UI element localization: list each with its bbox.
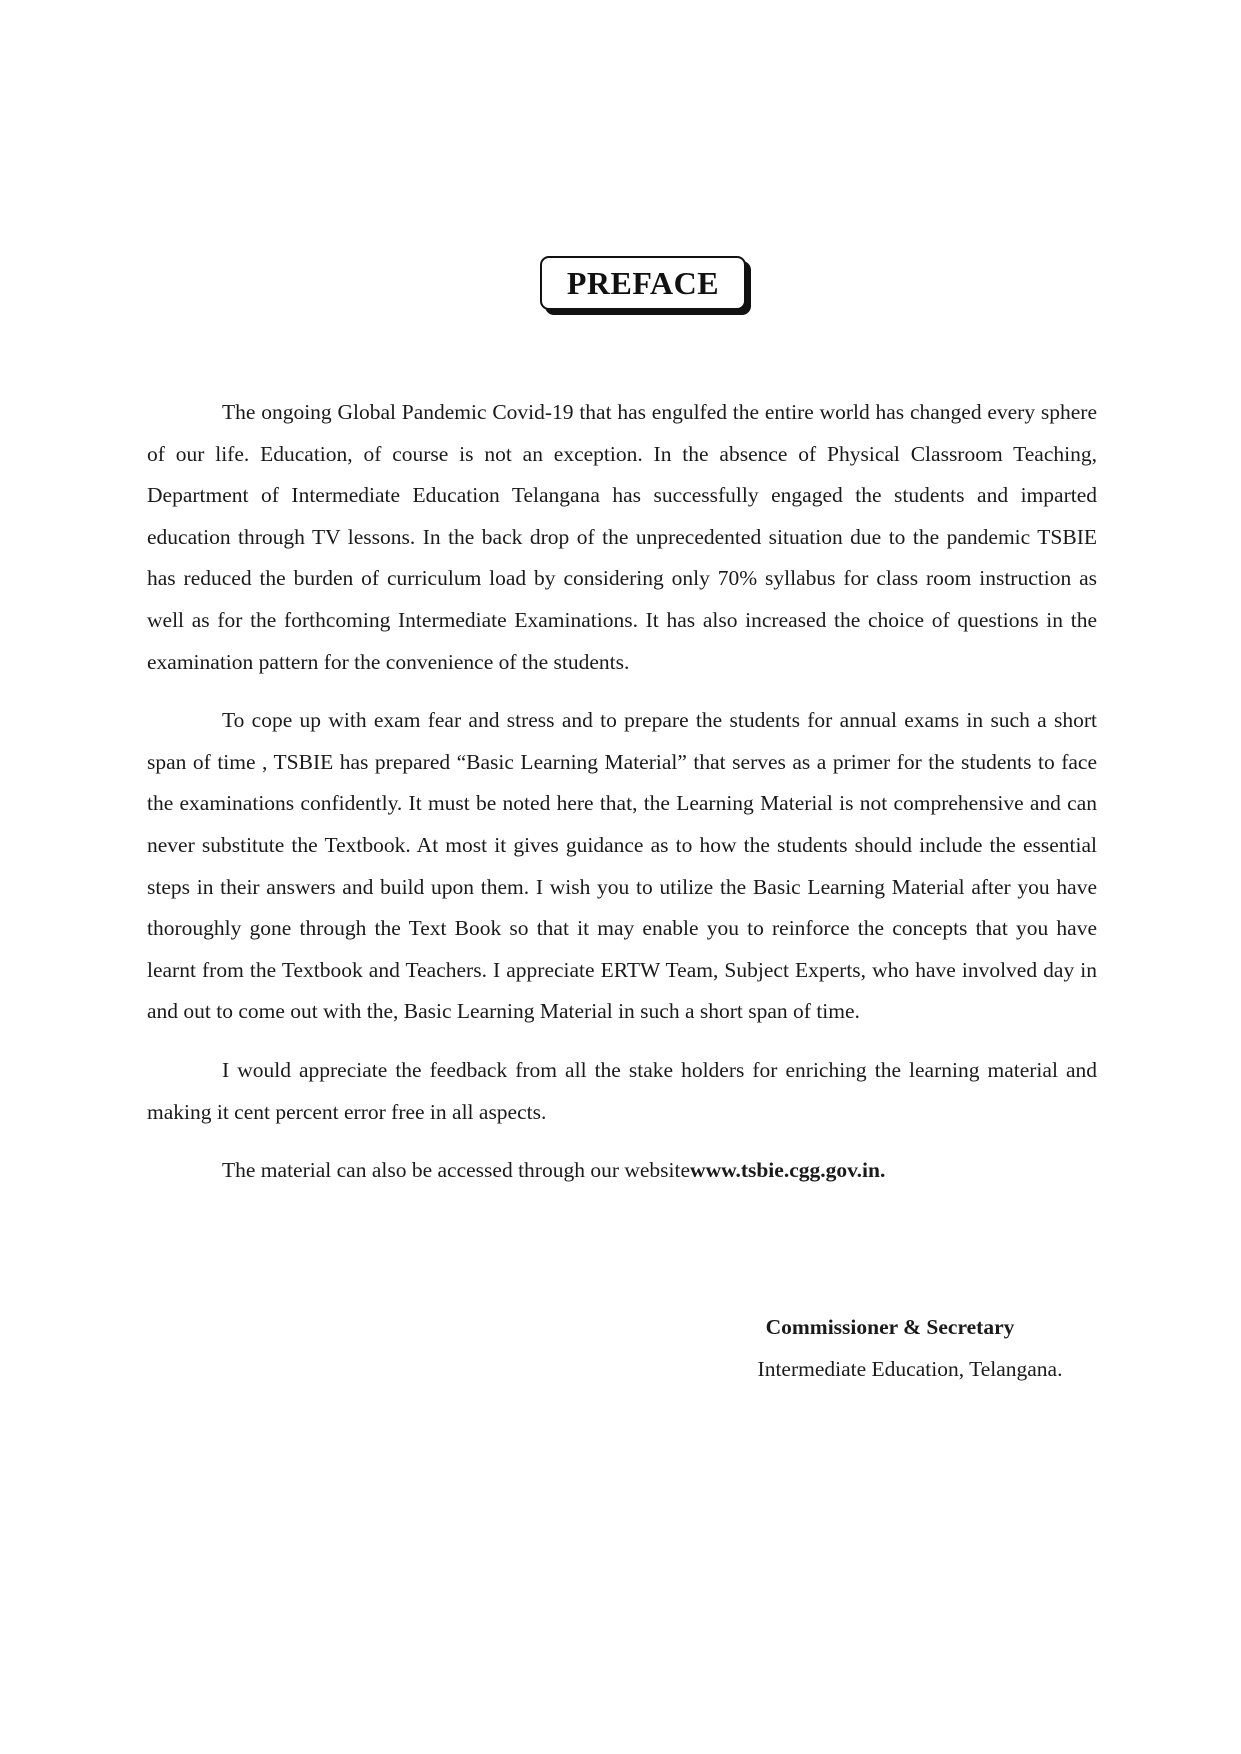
paragraph-1: The ongoing Global Pandemic Covid-19 that has engulfed the entire world has changed every sphere of our life. Education, of course is not an exception. In the absence of Physical Classroom Teaching, Department of Intermediate Education Telangana has successfully engaged the students and imparted education through TV lessons. In the back drop of the unprecedented situation due to the pandemic TSBIE has reduced the burden of curriculum load by considering only 70% syllabus for class room instruction as well as for the forthcoming Intermediate Examinations. It has also increased the choice of questions in the examination pattern for the convenience of the students.	[147, 400, 1097, 674]
preface-body	[147, 392, 1097, 1209]
page-title: PREFACE	[566, 264, 720, 301]
signatory-title: Commissioner & Secretary	[765, 1315, 1015, 1339]
signatory-organization: Intermediate Education, Telangana.	[757, 1357, 1063, 1381]
signature-block	[700, 1306, 1120, 1390]
website-prefix: The material can also be accessed through our website	[222, 1158, 691, 1183]
paragraph-3: I would appreciate the feedback from all the stake holders for enriching the learning material and making it cent percent error free in all aspects.	[147, 1057, 1097, 1124]
title-box	[540, 256, 746, 310]
website-link[interactable]: www.tsbie.cgg.gov.in.	[690, 1158, 886, 1183]
website-paragraph	[147, 1150, 1097, 1192]
paragraph-2: To cope up with exam fear and stress and to prepare the students for annual exams in such a short span of time , TSBIE has prepared “Basic Learning Material” that serves as a primer for the students to face the examinations confidently. It must be noted here that, the Learning Material is not comprehensive and can never substitute the Textbook. At most it gives guidance as to how the students should include the essential steps in their answers and build upon them. I wish you to utilize the Basic Learning Material after you have thoroughly gone through the Text Book so that it may enable you to reinforce the concepts that you have learnt from the Textbook and Teachers. I appreciate ERTW Team, Subject Experts, who have involved day in and out to come out with the, Basic Learning Material in such a short span of time.	[147, 708, 1097, 1024]
